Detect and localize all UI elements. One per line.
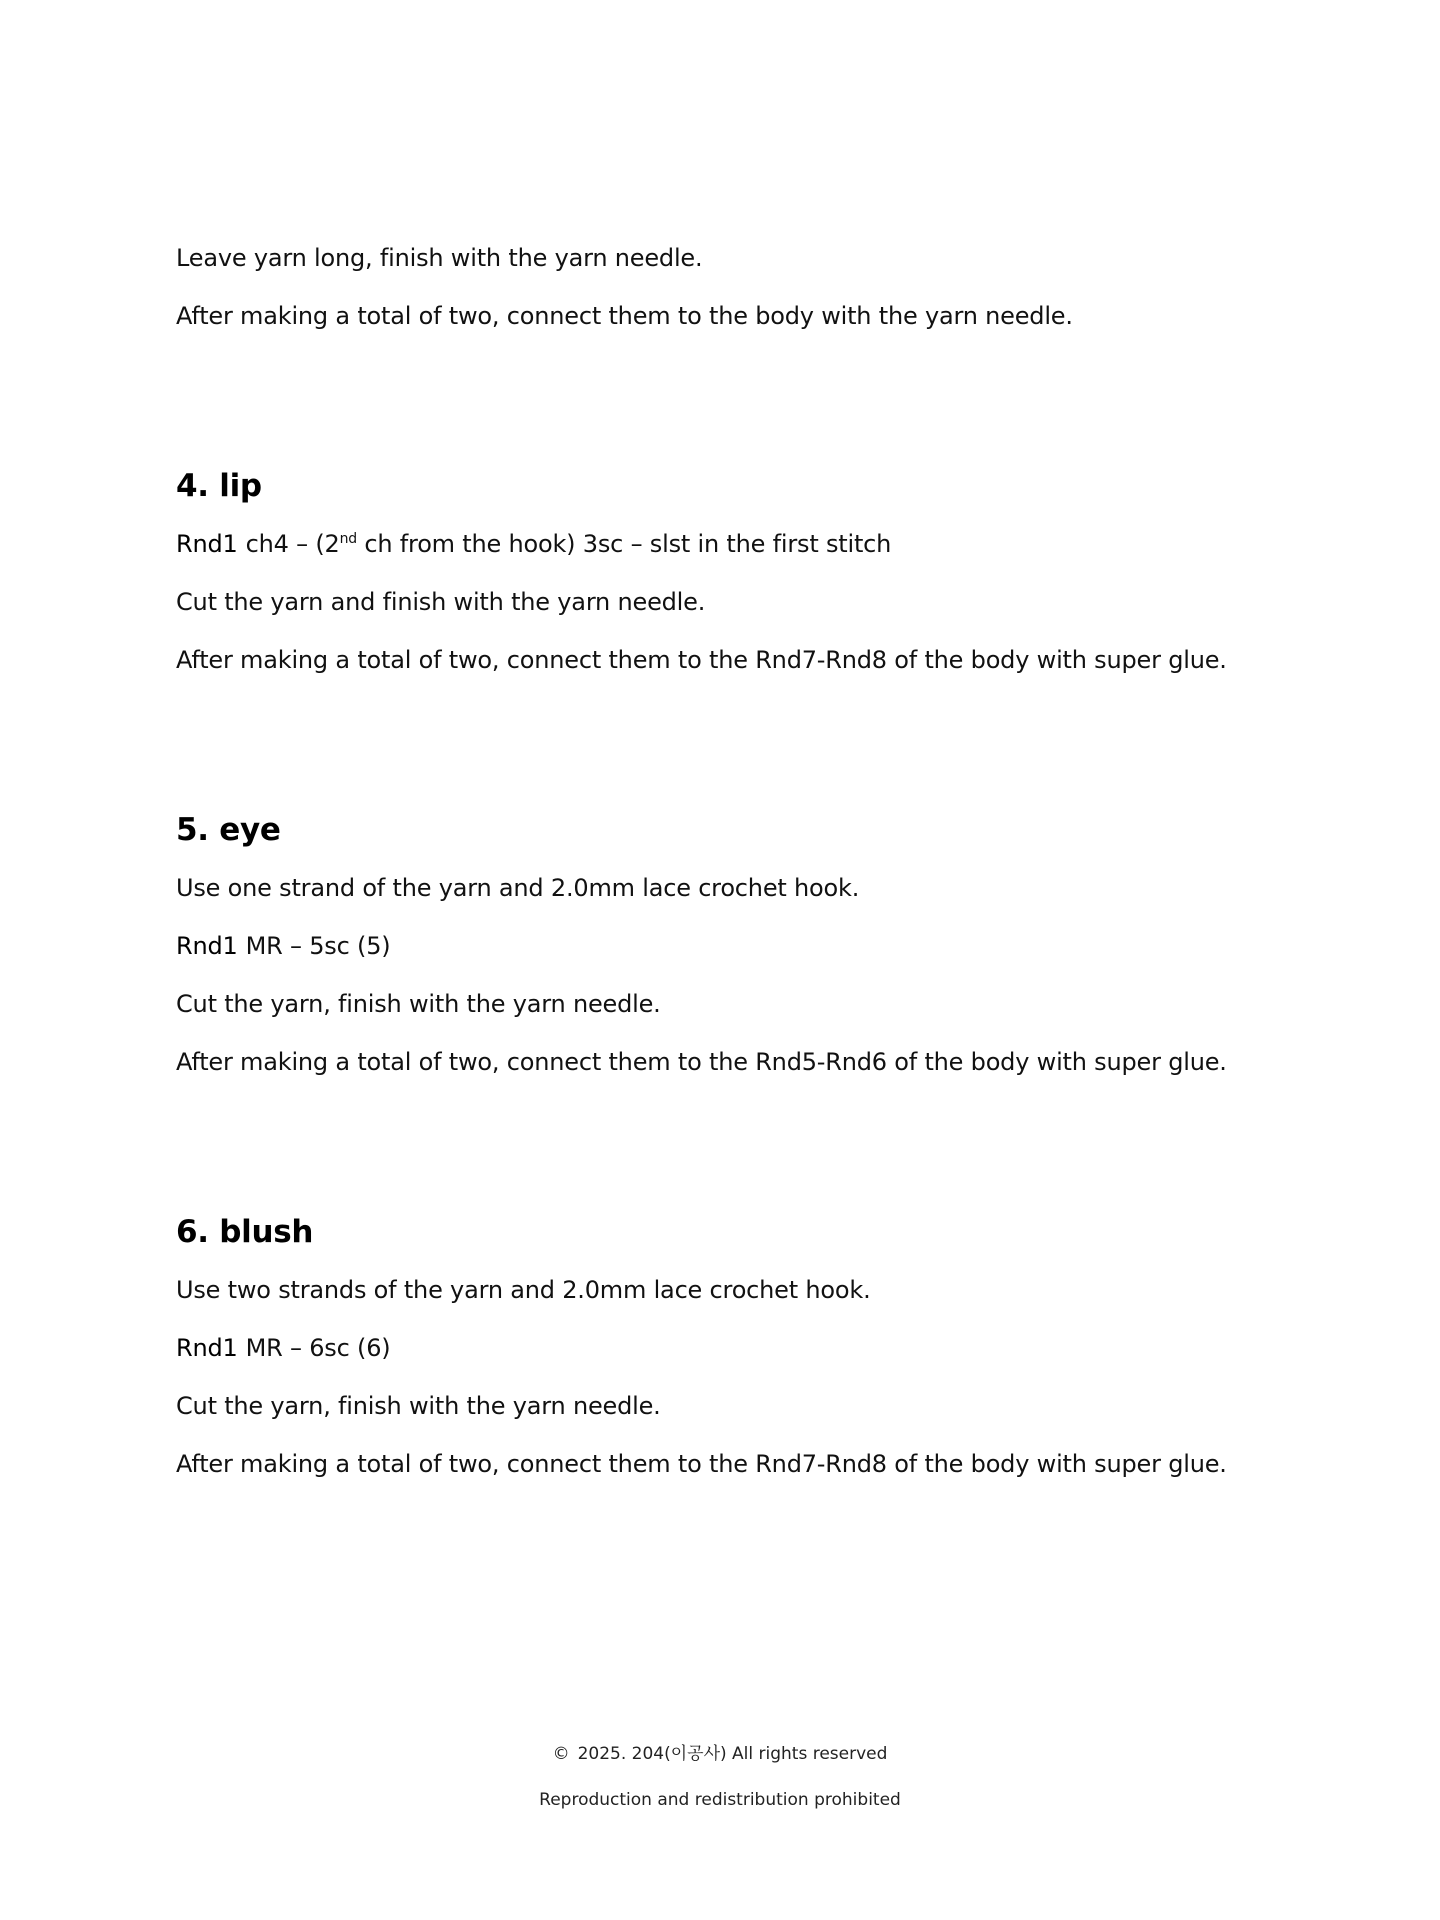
lip-cut-line: Cut the yarn and finish with the yarn needle. (176, 588, 706, 616)
copyright-line (0, 1742, 1440, 1766)
eye-rnd1-text: MR – 5sc (5) (245, 932, 391, 960)
eye-intro-line: Use one strand of the yarn and 2.0mm lace crochet hook. (176, 874, 860, 902)
section-title-eye: 5. eye (176, 812, 281, 848)
section-title-lip: 4. lip (176, 468, 262, 504)
lip-rnd1 (176, 528, 1276, 560)
intro-line-connect: After making a total of two, connect them to the body with the yarn needle. (176, 302, 1073, 330)
lip-rnd1-post: ch from the hook) 3sc – slst in the first stitch (356, 530, 892, 558)
page-footer (0, 1742, 1440, 1834)
eye-connect-line: After making a total of two, connect them to the Rnd5-Rnd6 of the body with super glue. (176, 1048, 1227, 1076)
document-content (176, 242, 1276, 1506)
blush-connect-line: After making a total of two, connect them to the Rnd7-Rnd8 of the body with super glue. (176, 1450, 1227, 1478)
blush-cut-line: Cut the yarn, finish with the yarn needle. (176, 1392, 661, 1420)
lip-connect-line: After making a total of two, connect them to the Rnd7-Rnd8 of the body with super glue. (176, 646, 1227, 674)
section-blush (176, 1212, 1276, 1480)
copyright-text: 2025. 204(이공사) All rights reserved (577, 1744, 888, 1764)
section-title-blush: 6. blush (176, 1214, 314, 1250)
lip-rnd1-pre: ch4 – (2 (245, 530, 340, 558)
rnd-label: Rnd1 (176, 530, 238, 558)
intro-line-leave-yarn: Leave yarn long, finish with the yarn needle. (176, 244, 703, 272)
rnd-label: Rnd1 (176, 1334, 238, 1362)
blush-rnd1-text: MR – 6sc (6) (245, 1334, 391, 1362)
section-lip (176, 466, 1276, 676)
redistribution-notice: Reproduction and redistribution prohibited (539, 1790, 901, 1810)
rnd-label: Rnd1 (176, 932, 238, 960)
eye-cut-line: Cut the yarn, finish with the yarn needle. (176, 990, 661, 1018)
section-eye (176, 810, 1276, 1078)
blush-rnd1 (176, 1332, 1276, 1364)
blush-intro-line: Use two strands of the yarn and 2.0mm lace crochet hook. (176, 1276, 871, 1304)
eye-rnd1 (176, 930, 1276, 962)
copyright-icon: © (552, 1744, 570, 1764)
lip-rnd1-sup: nd (339, 531, 357, 547)
